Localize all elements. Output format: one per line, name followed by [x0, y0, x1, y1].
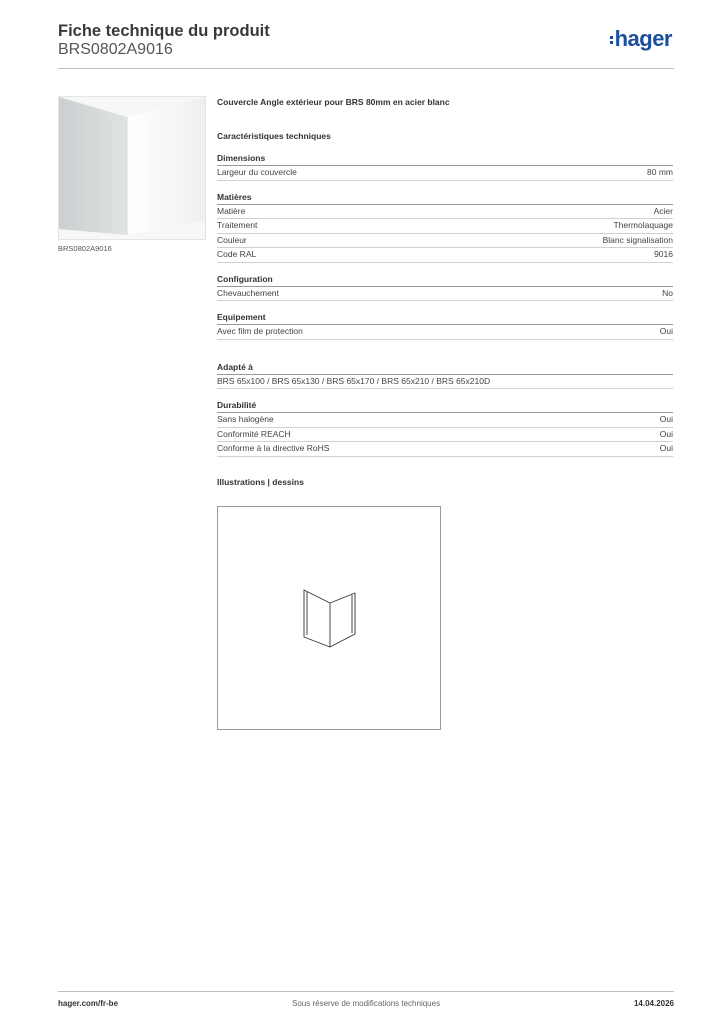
- section-durability: [217, 400, 673, 457]
- spec-row: [217, 248, 673, 263]
- spec-value: Oui: [659, 428, 673, 439]
- footer-notice: Sous réserve de modifications techniques: [292, 999, 441, 1008]
- spec-value: No: [662, 287, 673, 298]
- spec-row: [217, 234, 673, 249]
- spec-row: [217, 287, 673, 302]
- spec-label: Matière: [217, 205, 246, 216]
- spec-label: Chevauchement: [217, 287, 279, 298]
- section-title: Dimensions: [217, 153, 673, 166]
- spec-label: Conformité REACH: [217, 428, 291, 439]
- spec-row: [217, 219, 673, 234]
- spec-value: Oui: [659, 414, 673, 424]
- document-title: Fiche technique du produit: [58, 22, 270, 40]
- spec-value: 9016: [654, 249, 673, 259]
- product-reference: BRS0802A9016: [58, 41, 173, 58]
- section-dimensions: [217, 153, 673, 181]
- spec-value: Thermolaquage: [613, 220, 673, 230]
- product-image: [58, 96, 206, 240]
- spec-label: Code RAL: [217, 249, 257, 259]
- technical-content: [217, 97, 673, 487]
- spec-row: [217, 428, 673, 443]
- characteristics-title: Caractéristiques techniques: [217, 131, 331, 141]
- logo-text: hager: [614, 26, 672, 51]
- spec-row: [217, 205, 673, 220]
- spec-label: Avec film de protection: [217, 326, 303, 336]
- spec-value: Oui: [659, 443, 673, 453]
- section-title: Matières: [217, 192, 673, 205]
- spec-row: [217, 325, 673, 340]
- product-image-caption: BRS0802A9016: [58, 244, 112, 253]
- section-title: Durabilité: [217, 400, 673, 413]
- spec-row: [217, 375, 673, 390]
- spec-label: Largeur du couvercle: [217, 167, 297, 177]
- footer-website: hager.com/fr-be: [58, 999, 119, 1008]
- corner-cover-photo-icon: [59, 97, 205, 239]
- footer-date: 14.04.2026: [633, 999, 674, 1008]
- page-header: [58, 20, 674, 69]
- section-configuration: [217, 274, 673, 302]
- section-materials: [217, 192, 673, 263]
- spec-row: [217, 166, 673, 181]
- spec-label: BRS 65x100 / BRS 65x130 / BRS 65x170 / BRS 65x210 / BRS 65x210D: [217, 375, 491, 386]
- product-description: Couvercle Angle extérieur pour BRS 80mm en acier blanc: [217, 97, 450, 107]
- spec-label: Conforme à la directive RoHS: [217, 443, 330, 453]
- section-title: Adapté à: [217, 362, 673, 375]
- illustration-drawing: [217, 506, 441, 730]
- spec-label: Traitement: [217, 220, 258, 230]
- section-compatible: [217, 362, 673, 390]
- spec-row: [217, 413, 673, 428]
- logo-dots-icon: [610, 34, 613, 46]
- hager-logo: [610, 26, 672, 52]
- spec-value: 80 mm: [647, 167, 673, 177]
- spec-value: Blanc signalisation: [602, 234, 673, 245]
- spec-label: Couleur: [217, 234, 247, 245]
- spec-value: Acier: [653, 205, 673, 216]
- spec-label: Sans halogène: [217, 414, 274, 424]
- section-title: Equipement: [217, 312, 673, 325]
- section-title: Configuration: [217, 274, 673, 287]
- section-equipment: [217, 312, 673, 340]
- spec-row: [217, 442, 673, 457]
- spec-value: Oui: [659, 326, 673, 336]
- illustrations-title: Illustrations | dessins: [217, 476, 304, 487]
- corner-cover-drawing-icon: [218, 507, 440, 729]
- page-footer: [58, 991, 674, 1008]
